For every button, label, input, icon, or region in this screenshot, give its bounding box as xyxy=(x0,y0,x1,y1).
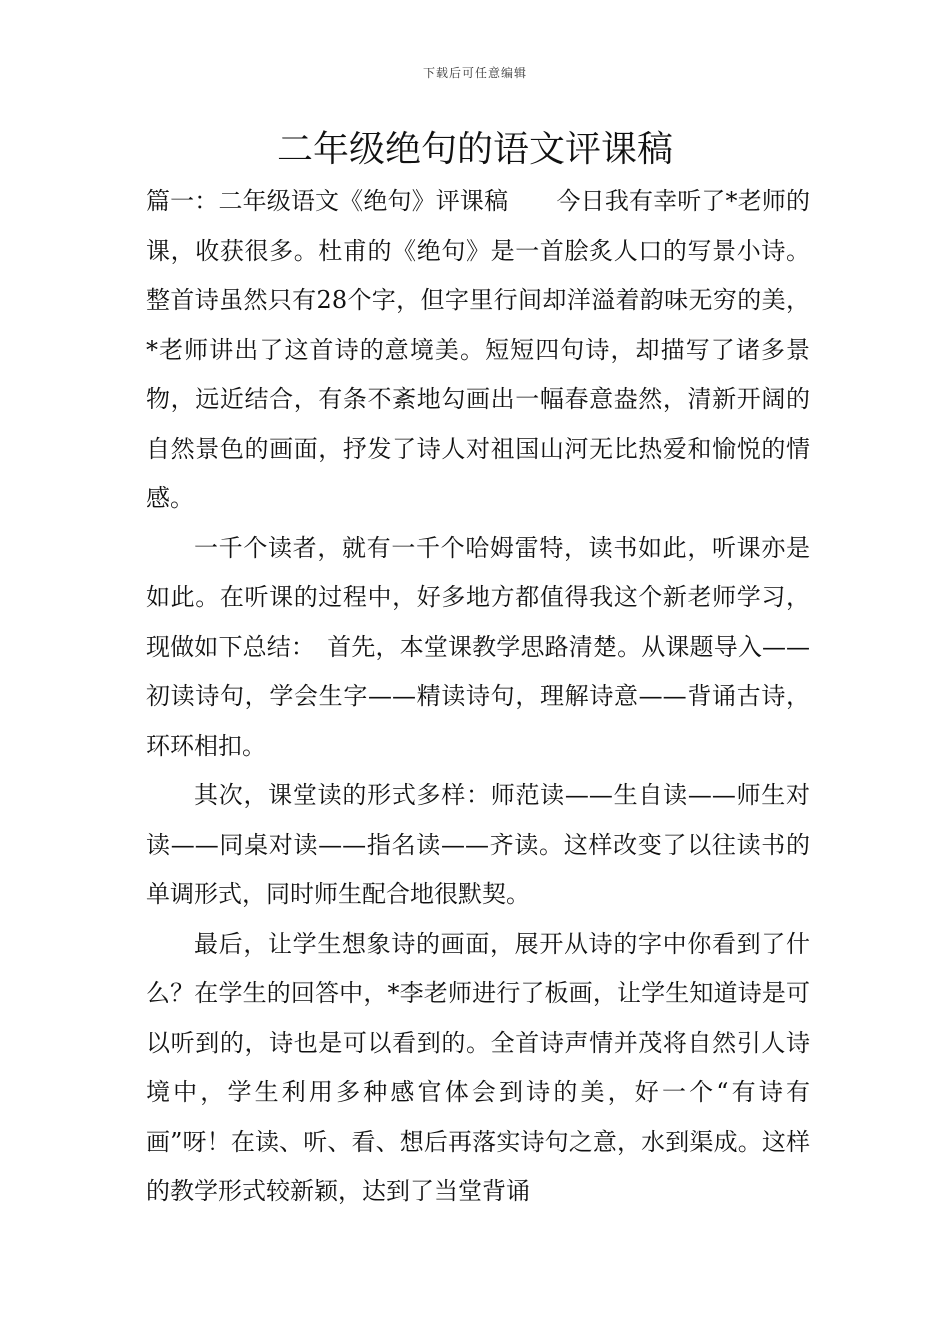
document-title: 二年级绝句的语文评课稿 xyxy=(276,129,673,170)
paragraph-2: 一千个读者，就有一千个哈姆雷特，读书如此，听课亦是如此。在听课的过程中，好多地方都值得我这个新老师学习，现做如下总结： 首先，本堂课教学思路清楚。从课题导入——初读诗句，学会生字——精读诗句，理解诗意——背诵古诗，环环相扣。 xyxy=(146,533,810,760)
paragraph-1: 篇一：二年级语文《绝句》评课稿 今日我有幸听了*老师的课，收获很多。杜甫的《绝句》是一首脍炙人口的写景小诗。整首诗虽然只有28个字，但字里行间却洋溢着韵味无穷的美，*老师讲出了这首诗的意境美。短短四句诗，却描写了诸多景物，远近结合，有条不紊地勾画出一幅春意盎然，清新开阔的自然景色的画面，抒发了诗人对祖国山河无比热爱和愉悦的情感。 xyxy=(146,187,810,512)
page-header-note: 下载后可任意编辑 xyxy=(422,66,527,80)
paragraph-4: 最后，让学生想象诗的画面，展开从诗的字中你看到了什么？在学生的回答中，*李老师进行了板画，让学生知道诗是可以听到的，诗也是可以看到的。全首诗声情并茂将自然引人诗境中，学生利用多种感官体会到诗的美，好一个“有诗有画”呀！在读、听、看、想后再落实诗句之意，水到渠成。这样的教学形式较新颖，达到了当堂背诵 xyxy=(146,929,810,1205)
document-body xyxy=(146,177,810,1217)
paragraph-3: 其次，课堂读的形式多样：师范读——生自读——师生对读——同桌对读——指名读——齐读。这样改变了以往读书的单调形式，同时师生配合地很默契。 xyxy=(146,781,810,908)
